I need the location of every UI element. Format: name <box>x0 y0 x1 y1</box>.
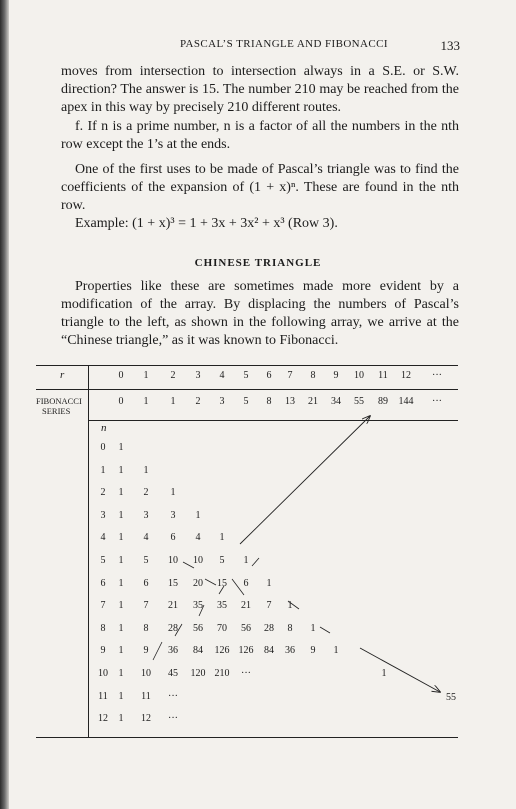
triangle-value: 1 <box>118 555 124 566</box>
row-number: 10 <box>98 668 108 679</box>
triangle-value: 6 <box>243 577 249 589</box>
row-number: 4 <box>100 532 106 544</box>
triangle-value: 1 <box>118 442 124 453</box>
triangle-value: 1 <box>118 532 124 544</box>
fibonacci-value: 13 <box>285 396 295 407</box>
triangle-value: 1 <box>195 509 201 521</box>
triangle-value: 56 <box>241 622 251 634</box>
triangle-value: 126 <box>214 645 230 657</box>
triangle-value: 1 <box>143 464 149 476</box>
triangle-value: 3 <box>143 509 149 521</box>
fibonacci-value: 55 <box>354 396 364 407</box>
r-value: 0 <box>118 370 124 381</box>
triangle-value: 1 <box>118 577 124 589</box>
triangle-value: 1 <box>118 509 124 521</box>
fibonacci-value: 34 <box>331 396 341 407</box>
triangle-value: 2 <box>143 487 149 499</box>
diagonal-extra-one: 1 <box>381 668 387 679</box>
n-label: n <box>101 422 107 434</box>
row-number: 12 <box>98 713 108 725</box>
r-value: 4 <box>219 370 225 381</box>
row-number: 0 <box>100 442 106 453</box>
triangle-value: 4 <box>143 532 149 544</box>
triangle-value: 36 <box>168 645 178 657</box>
section-heading: CHINESE TRIANGLE <box>194 257 322 269</box>
row-number: 2 <box>100 487 106 499</box>
fibonacci-value: 2 <box>195 396 201 407</box>
diagonal-stroke-5-up <box>252 558 259 566</box>
fibonacci-value: 89 <box>378 396 388 407</box>
triangle-value: 12 <box>141 713 151 725</box>
triangle-value: 1 <box>118 668 124 679</box>
fibonacci-label: FIBONACCI <box>36 396 82 406</box>
triangle-value: 1 <box>118 690 124 702</box>
triangle-value: 84 <box>193 645 203 657</box>
triangle-value: 1 <box>333 645 339 657</box>
triangle-value: 1 <box>118 464 124 476</box>
r-value: 7 <box>287 370 293 381</box>
triangle-value: 1 <box>170 487 176 499</box>
triangle-value: 5 <box>219 555 225 566</box>
diagonal-stroke-15-20 <box>205 579 216 585</box>
row-number: 7 <box>100 600 106 612</box>
r-value: 3 <box>195 370 201 381</box>
diagonal-stroke-20-15 <box>232 579 244 595</box>
triangle-value: 10 <box>193 555 203 566</box>
triangle-value: 1 <box>118 622 124 634</box>
triangle-value: 1 <box>219 532 225 544</box>
triangle-value: ··· <box>241 668 251 679</box>
r-value: 8 <box>310 370 316 381</box>
triangle-value: 10 <box>141 668 151 679</box>
triangle-value: 1 <box>118 645 124 657</box>
triangle-value: 126 <box>238 645 254 657</box>
triangle-value: 8 <box>287 622 293 634</box>
row-number: 11 <box>98 690 108 702</box>
triangle-value: 10 <box>168 555 178 566</box>
triangle-value: 36 <box>285 645 295 657</box>
triangle-value: 56 <box>193 622 203 634</box>
r-value: 12 <box>401 370 411 381</box>
triangle-value: 7 <box>143 600 149 612</box>
paragraph-3-text: One of the first uses to be made of Pascal’s triangle was to find the coefficients of the expansion of (1 + x)ⁿ. These are found in the nth row. <box>61 162 459 213</box>
triangle-value: 15 <box>168 577 178 589</box>
triangle-value: 3 <box>170 509 176 521</box>
r-label: r <box>60 369 65 381</box>
row-number: 3 <box>100 509 106 521</box>
triangle-value: ··· <box>168 713 178 725</box>
paragraph-2-text: f. If n is a prime number, n is a factor of all the numbers in the nth row except the 1’s at the ends. <box>61 119 459 152</box>
fibonacci-value: 144 <box>398 396 414 407</box>
diagonal-arrow-down <box>360 648 440 692</box>
triangle-value: 28 <box>168 622 178 634</box>
triangle-value: 15 <box>217 577 227 589</box>
triangle-value: 1 <box>118 713 124 725</box>
diagonal-stroke-1-up <box>153 642 162 660</box>
triangle-value: 210 <box>214 668 230 679</box>
triangle-value: 6 <box>143 577 149 589</box>
r-value: 5 <box>243 370 249 381</box>
triangle-value: 8 <box>143 622 149 634</box>
fibonacci-value: 8 <box>266 396 272 407</box>
triangle-value: 1 <box>266 577 272 589</box>
paragraph-4-text: Properties like these are sometimes made more evident by a modification of the array. By displacing the numbers of Pascal’s triangle to the left, as shown in the following array, we arrive at the “Chinese triangle,” as it was known to Fibonacci. <box>61 279 459 348</box>
r-value: 9 <box>333 370 339 381</box>
fibonacci-value: 1 <box>170 396 176 407</box>
triangle-value: ··· <box>168 690 178 702</box>
triangle-value: 7 <box>266 600 272 612</box>
triangle-value: 84 <box>264 645 274 657</box>
fibonacci-value: 21 <box>308 396 318 407</box>
series-label: SERIES <box>42 406 71 416</box>
r-value: 6 <box>266 370 272 381</box>
triangle-value: 1 <box>243 555 249 566</box>
triangle-value: 21 <box>168 600 178 612</box>
fibonacci-result-55: 55 <box>446 692 456 703</box>
paragraph-1-text: moves from intersection to intersection always in a S.E. or S.W. direction? The answer is 15. The number 210 may be reached from the apex in this way by precisely 210 different routes. <box>61 64 459 115</box>
triangle-value: 21 <box>241 600 251 612</box>
row-number: 5 <box>100 555 106 566</box>
triangle-value: 6 <box>170 532 176 544</box>
triangle-value: 35 <box>217 600 227 612</box>
triangle-value: 11 <box>141 690 151 702</box>
r-value: 2 <box>170 370 176 381</box>
diagonal-stroke-8-1 <box>320 627 330 633</box>
r-value: ··· <box>432 370 442 381</box>
running-title: PASCAL’S TRIANGLE AND FIBONACCI <box>180 38 388 50</box>
r-value: 1 <box>143 370 149 381</box>
triangle-value: 1 <box>118 600 124 612</box>
diagonal-arrow-up <box>240 416 370 544</box>
page-number: 133 <box>440 38 460 53</box>
row-number: 1 <box>100 464 106 476</box>
triangle-value: 120 <box>190 668 206 679</box>
triangle-value: 9 <box>310 645 316 657</box>
triangle-value: 9 <box>143 645 149 657</box>
triangle-value: 5 <box>143 555 149 566</box>
triangle-value: 35 <box>193 600 203 612</box>
triangle-value: 28 <box>264 622 274 634</box>
triangle-value: 20 <box>193 577 203 589</box>
triangle-value: 1 <box>310 622 316 634</box>
example-line: Example: (1 + x)³ = 1 + 3x + 3x² + x³ (Row 3). <box>75 216 338 231</box>
r-value: 10 <box>354 370 364 381</box>
r-value: 11 <box>378 370 388 381</box>
row-number: 9 <box>100 645 106 657</box>
row-number: 8 <box>100 622 106 634</box>
fibonacci-value: 1 <box>143 396 149 407</box>
triangle-value: 45 <box>168 668 178 679</box>
fibonacci-value: ··· <box>432 396 442 407</box>
fibonacci-value: 0 <box>118 396 124 407</box>
triangle-value: 1 <box>118 487 124 499</box>
fibonacci-value: 3 <box>219 396 225 407</box>
triangle-value: 70 <box>217 622 227 634</box>
triangle-value: 4 <box>195 532 201 544</box>
row-number: 6 <box>100 577 106 589</box>
triangle-value: 1 <box>287 600 293 612</box>
fibonacci-value: 5 <box>243 396 249 407</box>
